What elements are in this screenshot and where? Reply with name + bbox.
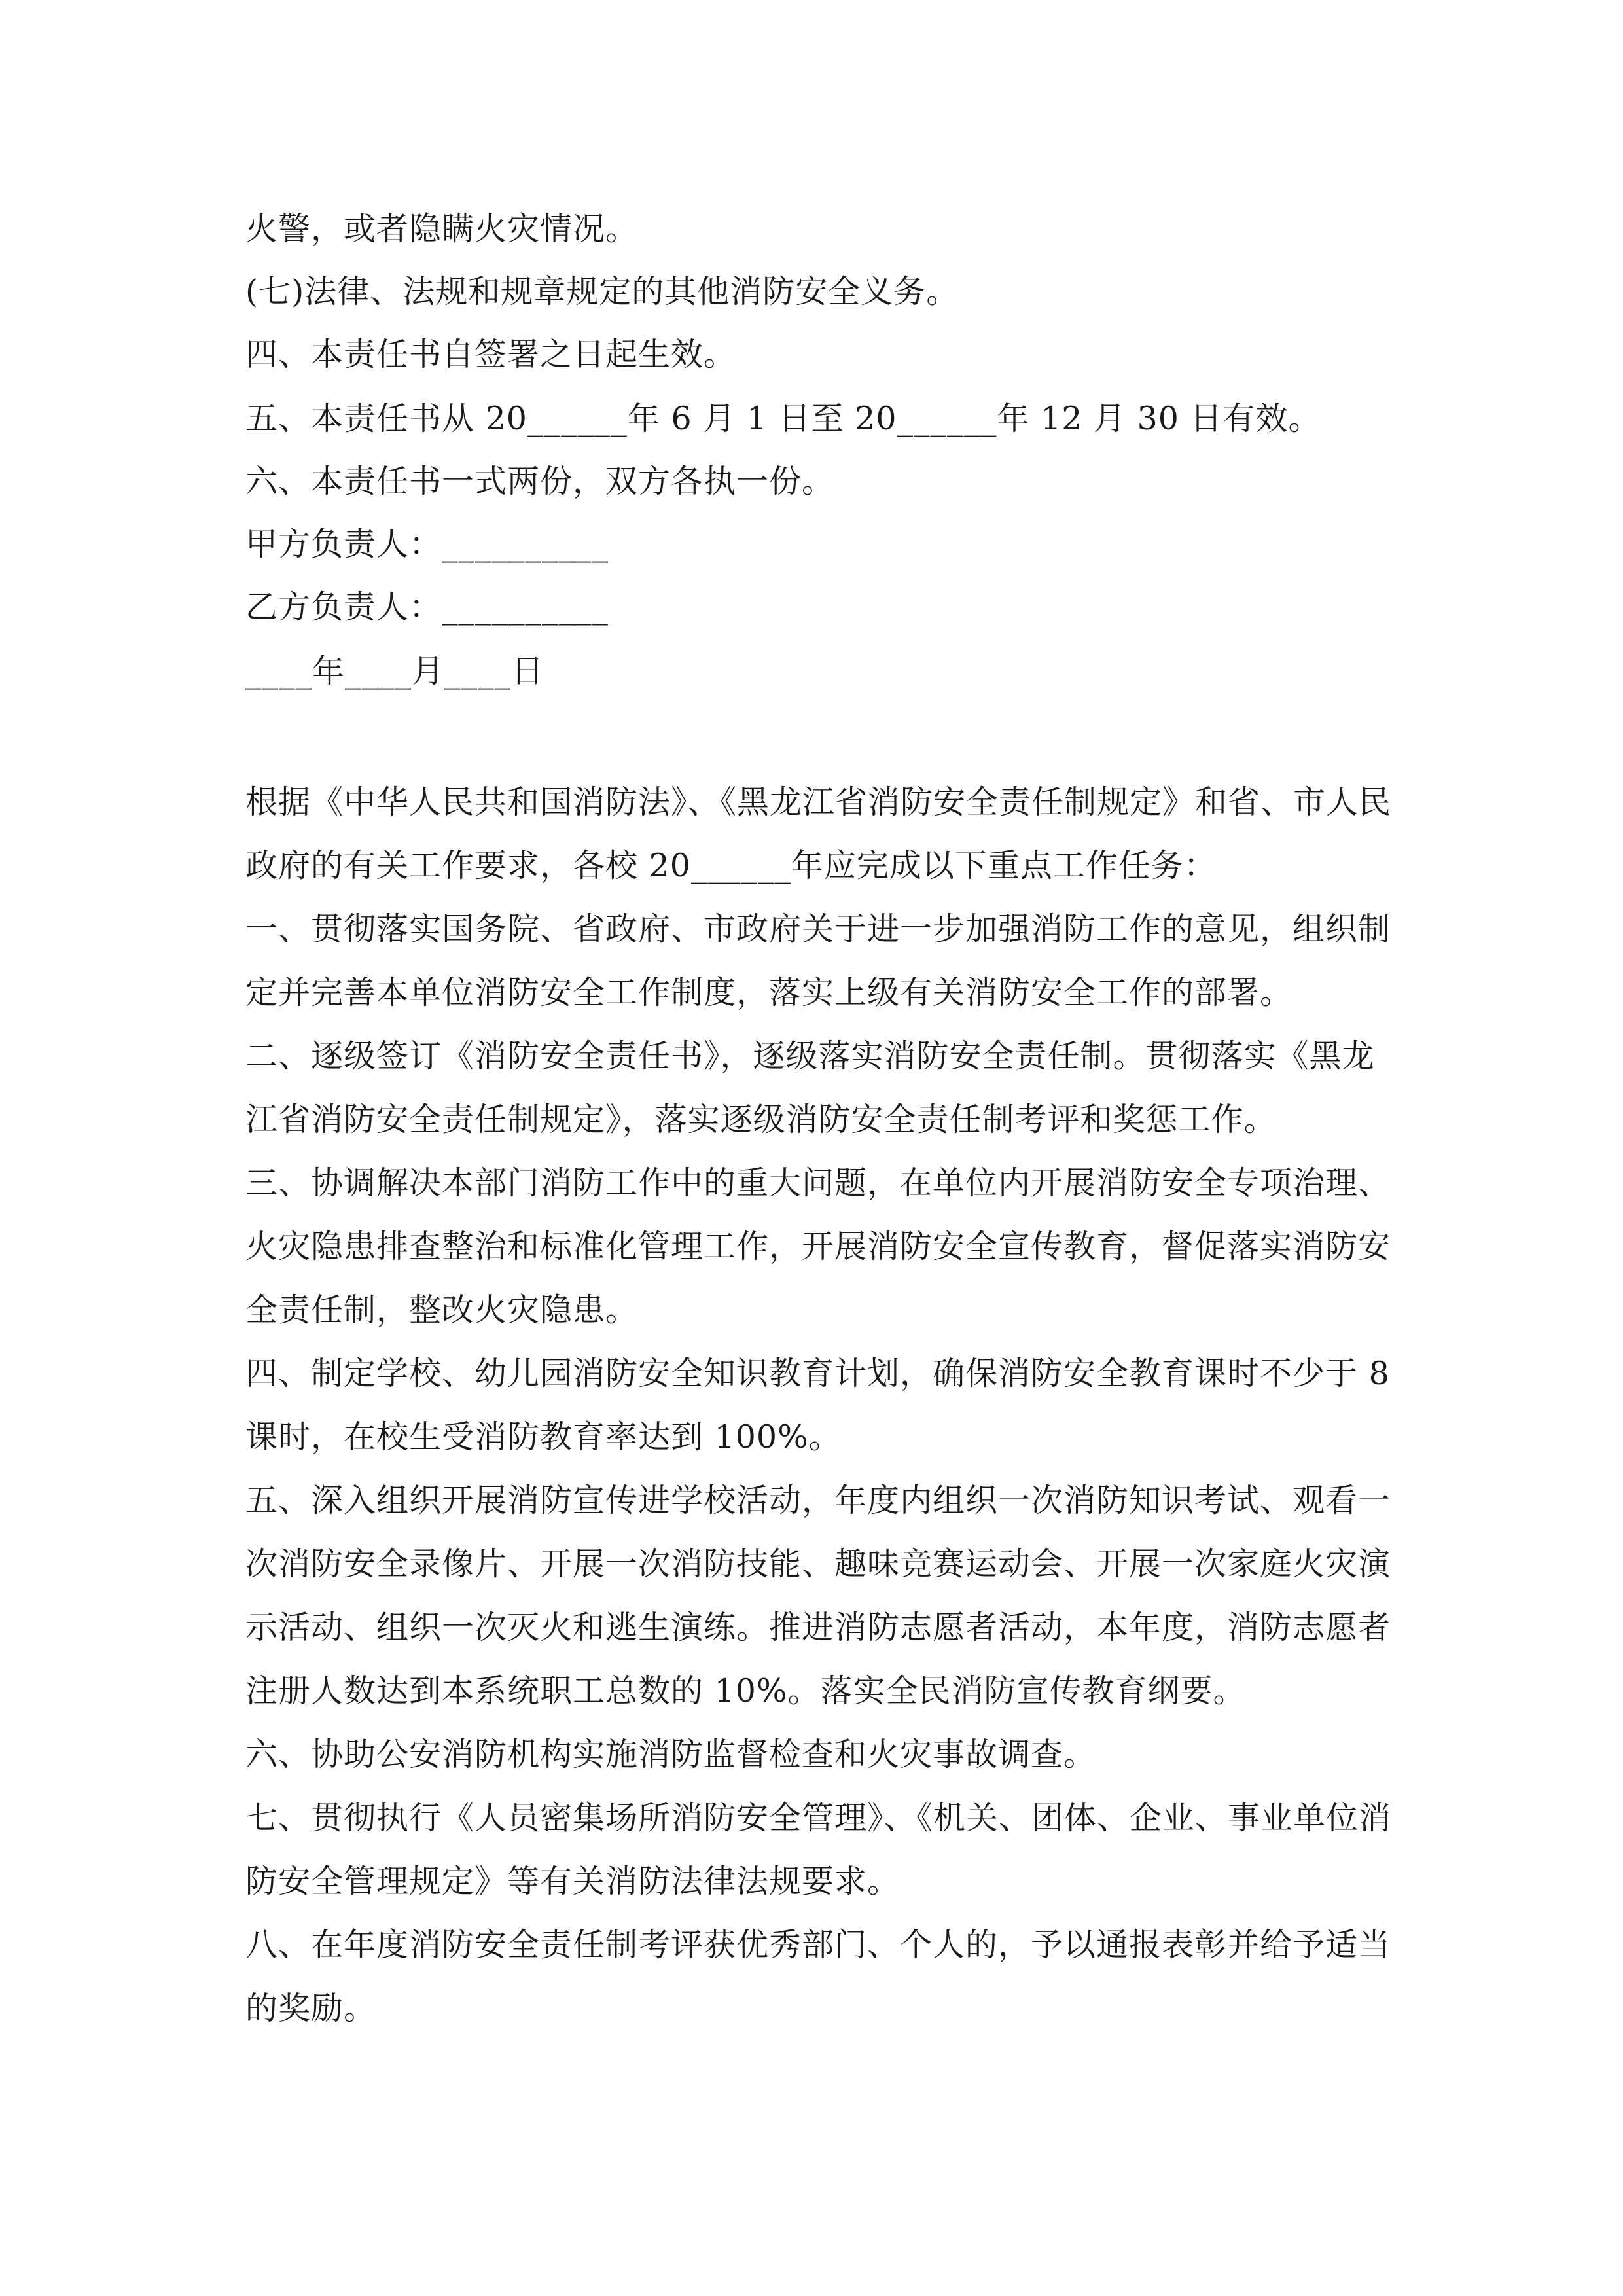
paragraph-line: 八、在年度消防安全责任制考评获优秀部门、个人的，予以通报表彰并给予适当 [245, 1926, 1391, 1964]
paragraph-line: 四、制定学校、幼儿园消防安全知识教育计划，确保消防安全教育课时不少于 8 [245, 1355, 1390, 1392]
paragraph-line: 六、协助公安消防机构实施消防监督检查和火灾事故调查。 [245, 1736, 1097, 1773]
paragraph-line: 定并完善本单位消防安全工作制度，落实上级有关消防安全工作的部署。 [245, 974, 1293, 1011]
paragraph-line: 二、逐级签订《消防安全责任书》，逐级落实消防安全责任制。贯彻落实《黑龙 [245, 1037, 1375, 1075]
paragraph-line: 次消防安全录像片、开展一次消防技能、趣味竞赛运动会、开展一次家庭火灾演 [245, 1545, 1391, 1583]
paragraph-line: 政府的有关工作要求，各校 20______年应完成以下重点工作任务： [245, 847, 1217, 884]
signature-party-b: 乙方负责人：__________ [245, 588, 609, 626]
text-line-effective-sign: 四、本责任书自签署之日起生效。 [245, 336, 737, 373]
text-line-other-duties: (七)法律、法规和规章规定的其他消防安全义务。 [245, 273, 959, 310]
paragraph-line: 防安全管理规定》等有关消防法律法规要求。 [245, 1863, 901, 1900]
paragraph-line: 全责任制，整改火灾隐患。 [245, 1291, 639, 1329]
text-line-fire-alarm: 火警，或者隐瞒火灾情况。 [245, 210, 639, 247]
paragraph-line: 根据《中华人民共和国消防法》、《黑龙江省消防安全责任制规定》和省、市人民 [245, 783, 1392, 821]
paragraph-line: 示活动、组织一次灭火和逃生演练。推进消防志愿者活动，本年度，消防志愿者 [245, 1609, 1391, 1646]
paragraph-line: 注册人数达到本系统职工总数的 10%。落实全民消防宣传教育纲要。 [245, 1672, 1246, 1710]
text-line-validity-period: 五、本责任书从 20______年 6 月 1 日至 20______年 12 月 30 日有效。 [245, 400, 1321, 437]
paragraph-line: 三、协调解决本部门消防工作中的重大问题，在单位内开展消防安全专项治理、 [245, 1164, 1391, 1202]
paragraph-line: 火灾隐患排查整治和标准化管理工作，开展消防安全宣传教育，督促落实消防安 [245, 1228, 1391, 1265]
paragraph-line: 一、贯彻落实国务院、省政府、市政府关于进一步加强消防工作的意见，组织制 [245, 910, 1391, 948]
paragraph-line: 江省消防安全责任制规定》，落实逐级消防安全责任制考评和奖惩工作。 [245, 1101, 1277, 1138]
paragraph-line: 的奖励。 [245, 1990, 377, 2027]
paragraph-line: 课时，在校生受消防教育率达到 100%。 [245, 1418, 842, 1456]
text-line-two-copies: 六、本责任书一式两份，双方各执一份。 [245, 463, 835, 500]
signature-party-a: 甲方负责人：__________ [245, 526, 609, 563]
paragraph-line: 五、深入组织开展消防宣传进学校活动，年度内组织一次消防知识考试、观看一 [245, 1482, 1391, 1519]
paragraph-line: 七、贯彻执行《人员密集场所消防安全管理》、《机关、团体、企业、事业单位消 [245, 1799, 1392, 1837]
signature-date: ____年____月____日 [245, 653, 544, 690]
